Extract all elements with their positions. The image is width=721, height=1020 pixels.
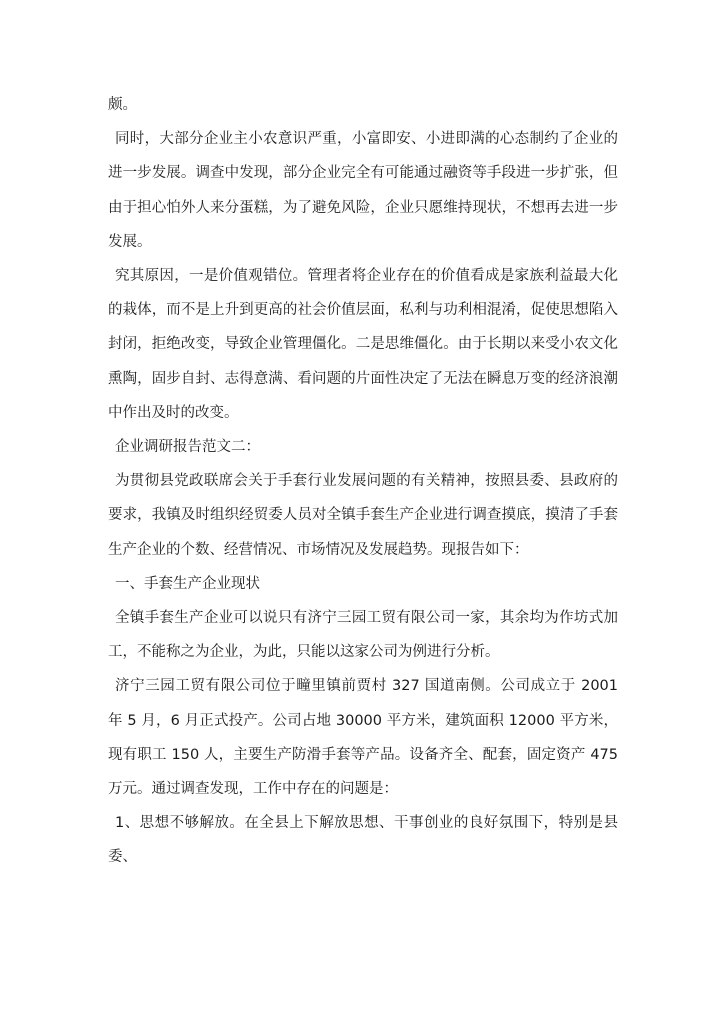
paragraph-continuation: 颇。 bbox=[108, 97, 137, 113]
paragraph-intro: 为贯彻县党政联席会关于手套行业发展问题的有关精神，按照县委、县政府的要求，我镇及时组织经贸委人员对全镇手套生产企业进行调查摸底，摸清了手套生产企业的个数、经营情况、市场情况及发展趋势。现报告如下： bbox=[108, 473, 618, 558]
section-title-sample-two: 企业调研报告范文二： bbox=[115, 439, 260, 456]
paragraph-causes: 究其原因，一是价值观错位。管理者将企业存在的价值看成是家族利益最大化的栽体，而不是上升到更高的社会价值层面，私利与功利相混淆，促使思想陷入封闭，拒绝改变，导致企业管理僵化。二是思维僵化。由于长期以来受小农文化熏陶，固步自封、志得意满、看问题的片面性决定了无法在瞬息万变的经济浪潮中作出及时的改变。 bbox=[108, 268, 618, 421]
document-page bbox=[108, 88, 618, 875]
section-heading-status: 一、手套生产企业现状 bbox=[115, 575, 260, 592]
paragraph-issue-one: 1、思想不够解放。在全县上下解放思想、干事创业的良好氛围下，特别是县委、 bbox=[108, 815, 618, 866]
paragraph-mindset: 同时，大部分企业主小农意识严重，小富即安、小进即满的心态制约了企业的进一步发展。调查中发现，部分企业完全有可能通过融资等手段进一步扩张，但由于担心怕外人来分蛋糕，为了避免风险，企业只愿维持现状，不想再去进一步发展。 bbox=[108, 131, 618, 250]
paragraph-overview: 全镇手套生产企业可以说只有济宁三园工贸有限公司一家，其余均为作坊式加工，不能称之为企业，为此，只能以这家公司为例进行分析。 bbox=[108, 610, 618, 661]
paragraph-company: 济宁三园工贸有限公司位于疃里镇前贾村 327 国道南侧。公司成立于 2001 年 5 月，6 月正式投产。公司占地 30000 平方米，建筑面积 12000 平方米，现有职工 150 人，主要生产防滑手套等产品。设备齐全、配套，固定资产 475 万元。通过调查发现，工作中存在的问题是： bbox=[108, 678, 618, 798]
